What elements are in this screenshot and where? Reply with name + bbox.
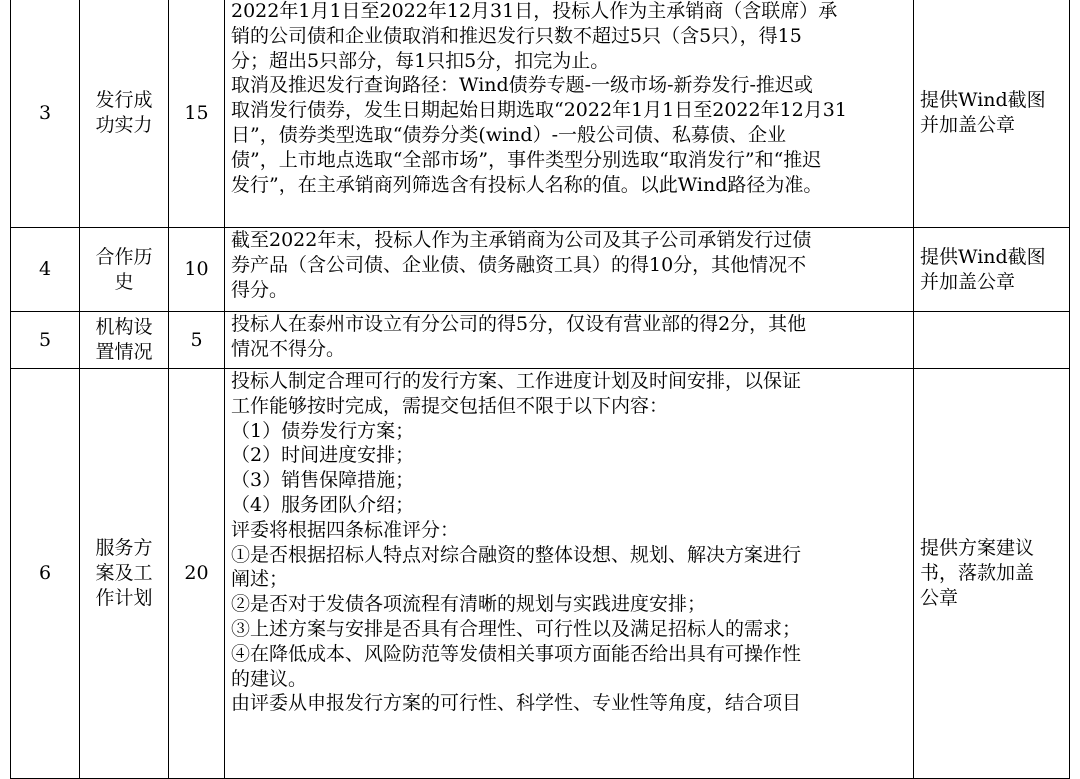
criterion-description: 截至2022年末，投标人作为主承销商为公司及其子公司承销发行过债 券产品（含公司债、企业债、债务融资工具）的得10分，其他情况不 得分。 (225, 228, 914, 312)
submission-note (914, 312, 1070, 369)
criterion-description: 投标人在泰州市设立有分公司的得5分，仅设有营业部的得2分，其他 情况不得分。 (225, 312, 914, 369)
row-number: 3 (11, 0, 80, 228)
scoring-table (10, 0, 1070, 779)
criterion-name: 机构设 置情况 (80, 312, 169, 369)
criterion-score: 10 (169, 228, 225, 312)
criterion-name: 合作历 史 (80, 228, 169, 312)
criterion-score: 5 (169, 312, 225, 369)
submission-note: 提供Wind截图 并加盖公章 (914, 0, 1070, 228)
row-number: 5 (11, 312, 80, 369)
criterion-name: 服务方 案及工 作计划 (80, 369, 169, 779)
criterion-description: 投标人制定合理可行的发行方案、工作进度计划及时间安排，以保证 工作能够按时完成，需提交包括但不限于以下内容： （1）债券发行方案； （2）时间进度安排； （3）销售保障措施； （4）服务团队介绍； 评委将根据四条标准评分： ①是否根据招标人特点对综合融资的整体设想、规划、解决方案进行 阐述； ②是否对于发债各项流程有清晰的规划与实践进度安排； ③上述方案与安排是否具有合理性、可行性以及满足招标人的需求； ④在降低成本、风险防范等发债相关事项方面能否给出具有可操作性 的建议。 由评委从申报发行方案的可行性、科学性、专业性等角度，结合项目 (225, 369, 914, 779)
table-row (11, 0, 1070, 228)
criterion-name: 发行成 功实力 (80, 0, 169, 228)
criterion-score: 20 (169, 369, 225, 779)
table-row (11, 312, 1070, 369)
submission-note: 提供Wind截图 并加盖公章 (914, 228, 1070, 312)
row-number: 6 (11, 369, 80, 779)
criterion-score: 15 (169, 0, 225, 228)
criterion-description: 2022年1月1日至2022年12月31日，投标人作为主承销商（含联席）承 销的公司债和企业债取消和推迟发行只数不超过5只（含5只），得15 分；超出5只部分，每1只扣5分，扣完为止。 取消及推迟发行查询路径：Wind债券专题-一级市场-新券发行-推迟或 取消发行债券，发生日期起始日期选取“2022年1月1日至2022年12月31 日”，债券类型选取“债券分类(wind）-一般公司债、私募债、企业 债”，上市地点选取“全部市场”，事件类型分别选取“取消发行”和“推迟 发行”，在主承销商列筛选含有投标人名称的值。以此Wind路径为准。 (225, 0, 914, 228)
submission-note: 提供方案建议 书，落款加盖 公章 (914, 369, 1070, 779)
table-row (11, 228, 1070, 312)
row-number: 4 (11, 228, 80, 312)
table-row (11, 369, 1070, 779)
